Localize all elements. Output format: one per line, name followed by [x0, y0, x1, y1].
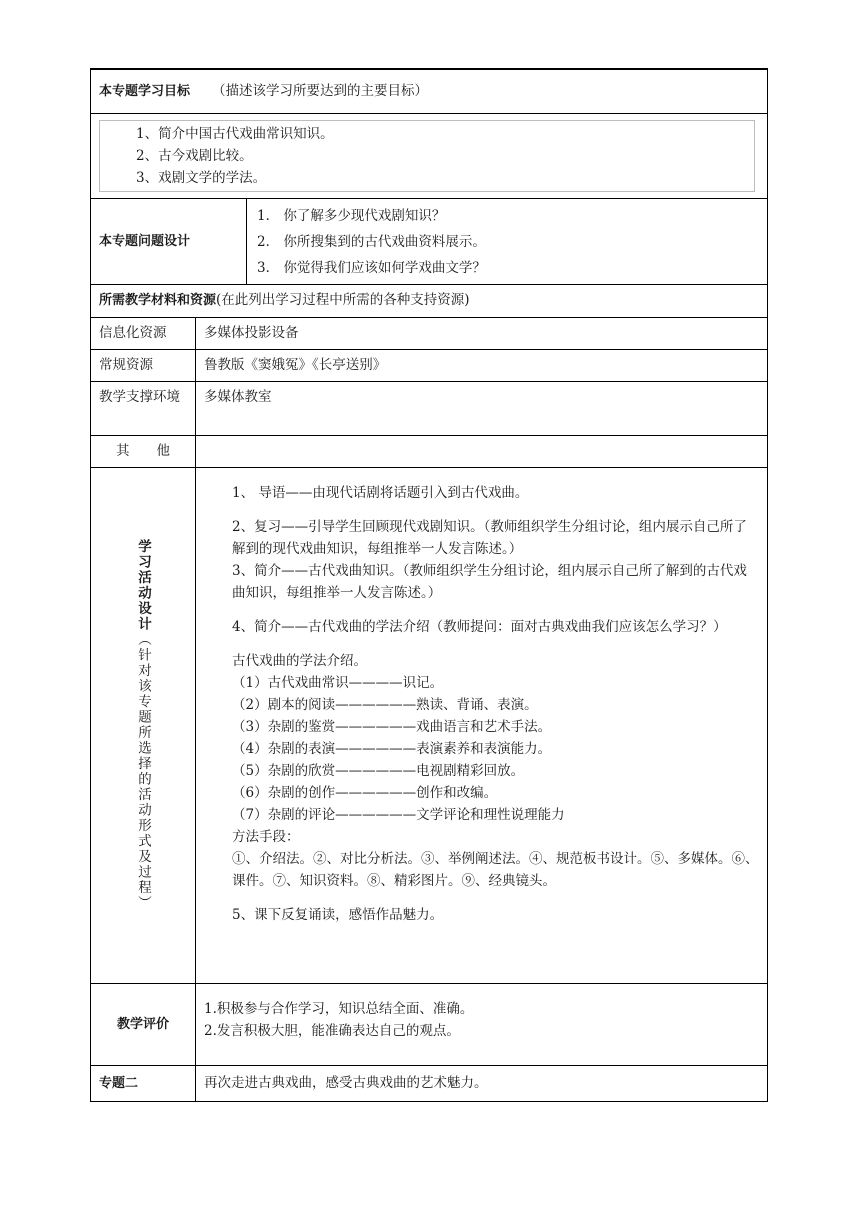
material-row — [91, 349, 768, 381]
activity-step: 4、简介——古代戏曲的学法介绍（教师提问：面对古典戏曲我们应该怎么学习？） — [232, 618, 727, 635]
evaluation-row — [91, 983, 768, 1065]
method-item: （4）杂剧的表演——————表演素养和表演能力。 — [232, 740, 552, 757]
material-label: 常规资源 — [91, 349, 196, 381]
materials-description: (在此列出学习过程中所需的各种支持资源) — [216, 292, 470, 308]
activity-step: 2、复习——引导学生回顾现代戏剧知识。（教师组织学生分组讨论，组内展示自己所了解到的现代戏曲知识，每组推举一人发言陈述。） — [232, 518, 747, 557]
questions-row — [91, 198, 768, 284]
lesson-plan-document — [90, 68, 767, 1102]
topic2-label-cell — [91, 1065, 196, 1101]
questions-list — [247, 198, 768, 284]
goal-heading: 本专题学习目标 — [99, 84, 191, 99]
activity-content — [196, 467, 768, 983]
materials-heading: 所需教学材料和资源 — [99, 293, 217, 308]
question-item: 3． 你觉得我们应该如何学戏曲文学？ — [257, 259, 486, 276]
goal-item: 1、简介中国古代戏曲常识知识。 — [136, 125, 334, 142]
activity-label — [135, 539, 151, 911]
goal-body-row — [91, 113, 768, 198]
questions-label-cell — [91, 198, 247, 284]
material-value: 多媒体教室 — [196, 381, 768, 435]
evaluation-label: 教学评价 — [116, 1016, 169, 1032]
topic2-label: 专题二 — [99, 1075, 139, 1091]
method-item: （6）杂剧的创作——————创作和改编。 — [232, 784, 498, 801]
method-item: （5）杂剧的欣赏——————电视剧精彩回放。 — [232, 762, 525, 779]
material-row — [91, 435, 768, 467]
activity-row — [91, 467, 768, 983]
material-value: 鲁教版《窦娥冤》《长亭送别》 — [196, 349, 768, 381]
material-label: 信息化资源 — [91, 317, 196, 349]
method-item: （2）剧本的阅读——————熟读、背诵、表演。 — [232, 696, 538, 713]
evaluation-content — [196, 983, 768, 1065]
material-label: 教学支撑环境 — [91, 381, 196, 435]
question-item: 2． 你所搜集到的古代戏曲资料展示。 — [257, 233, 486, 250]
means-text: ①、介绍法。②、对比分析法。③、举例阐述法。④、规范板书设计。⑤、多媒体。⑥、课件。⑦、知识资料。⑧、精彩图片。⑨、经典镜头。 — [232, 850, 759, 889]
material-value: 多媒体投影设备 — [196, 317, 768, 349]
topic2-row — [91, 1065, 768, 1101]
activity-label-note: （针对该专题所选择的活动形式及过程） — [135, 632, 151, 911]
evaluation-item: 1.积极参与合作学习，知识总结全面、准确。 — [204, 1000, 474, 1017]
topic2-value: 再次走进古典戏曲，感受古典戏曲的艺术魅力。 — [196, 1065, 768, 1101]
evaluation-item: 2.发言积极大胆，能准确表达自己的观点。 — [204, 1022, 460, 1039]
goal-body-cell — [91, 113, 768, 198]
goal-item: 2、古今戏剧比较。 — [136, 147, 253, 164]
evaluation-label-cell — [91, 983, 196, 1065]
method-item: （3）杂剧的鉴赏——————戏曲语言和艺术手法。 — [232, 718, 552, 735]
activity-step: 5、课下反复诵读，感悟作品魅力。 — [232, 906, 444, 923]
goal-list — [99, 120, 755, 192]
activity-step: 1、 导语——由现代话剧将话题引入到古代戏曲。 — [232, 484, 529, 501]
goal-item: 3、戏剧文学的学法。 — [136, 169, 267, 186]
materials-heading-cell — [91, 284, 768, 317]
goal-heading-cell — [91, 69, 768, 113]
materials-heading-row — [91, 284, 768, 317]
method-item: （7）杂剧的评论——————文学评论和理性说理能力 — [232, 806, 565, 823]
material-value — [196, 435, 768, 467]
goal-description: （描述该学习所要达到的主要目标） — [212, 83, 429, 99]
question-item: 1． 你了解多少现代戏剧知识？ — [257, 207, 446, 224]
goal-heading-row — [91, 69, 768, 113]
methods-title: 古代戏曲的学法介绍。 — [232, 652, 367, 669]
activity-label-cell — [91, 467, 196, 983]
means-title: 方法手段： — [232, 828, 300, 845]
lesson-plan-table — [90, 68, 768, 1102]
questions-heading: 本专题问题设计 — [99, 233, 191, 249]
material-row — [91, 381, 768, 435]
method-item: （1）古代戏曲常识————识记。 — [232, 674, 444, 691]
activity-step: 3、简介——古代戏曲知识。（教师组织学生分组讨论，组内展示自己所了解到的古代戏曲知识，每组推举一人发言陈述。） — [232, 562, 747, 601]
material-label: 其 他 — [91, 435, 196, 467]
activity-label-bold: 学习活动设计 — [135, 539, 151, 632]
material-row — [91, 317, 768, 349]
